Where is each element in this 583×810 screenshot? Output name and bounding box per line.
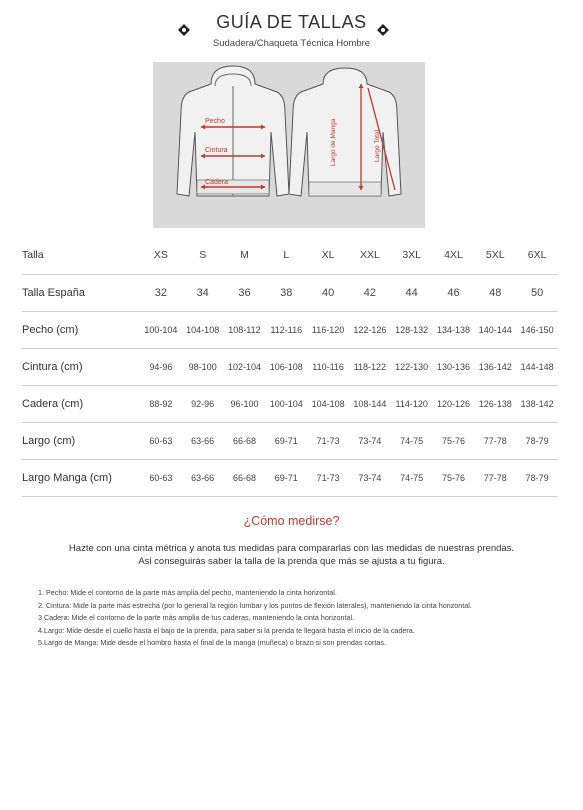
table-cell: 100-104 xyxy=(265,386,307,423)
table-row xyxy=(22,312,558,349)
table-cell: 46 xyxy=(433,275,475,312)
table-cell: 114-120 xyxy=(391,386,433,423)
table-cell: 44 xyxy=(391,275,433,312)
table-cell: 128-132 xyxy=(391,312,433,349)
table-cell: 136-142 xyxy=(474,349,516,386)
table-cell: 92-96 xyxy=(182,386,224,423)
table-cell: 60-63 xyxy=(140,460,182,497)
table-cell: 102-104 xyxy=(224,349,266,386)
howto-title: ¿Cómo medirse? xyxy=(243,514,340,528)
table-cell: 34 xyxy=(182,275,224,312)
size-header-cell: L xyxy=(265,236,307,275)
table-cell: 100-104 xyxy=(140,312,182,349)
table-cell: 106-108 xyxy=(265,349,307,386)
table-cell: 96-100 xyxy=(224,386,266,423)
table-cell: 32 xyxy=(140,275,182,312)
note-item: 1. Pecho: Mide el contorno de la parte más amplia del pecho, manteniendo la cinta horizontal. xyxy=(38,588,337,597)
table-row xyxy=(22,386,558,423)
table-cell: 94-96 xyxy=(140,349,182,386)
table-cell: 60-63 xyxy=(140,423,182,460)
table-cell: 78-79 xyxy=(516,423,558,460)
table-row xyxy=(22,275,558,312)
jacket-back-icon xyxy=(289,68,401,196)
table-cell: 78-79 xyxy=(516,460,558,497)
size-header-cell: XL xyxy=(307,236,349,275)
jacket-illustration xyxy=(153,62,425,228)
label-largo-manga: Largo de Manga xyxy=(330,118,337,166)
table-cell: 130-136 xyxy=(433,349,475,386)
table-row xyxy=(22,349,558,386)
size-header-cell: 4XL xyxy=(433,236,475,275)
table-row xyxy=(22,423,558,460)
row-label: Cadera (cm) xyxy=(22,386,140,423)
note-item: 3.Cadera: Mide el contorno de la parte más amplia de tus caderas, manteniendo la cinta horizontal. xyxy=(38,613,355,622)
table-cell: 138-142 xyxy=(516,386,558,423)
size-header-cell: S xyxy=(182,236,224,275)
table-cell: 63-66 xyxy=(182,460,224,497)
table-cell: 66-68 xyxy=(224,460,266,497)
table-cell: 108-144 xyxy=(349,386,391,423)
size-header-cell: XXL xyxy=(349,236,391,275)
table-cell: 120-126 xyxy=(433,386,475,423)
table-cell: 74-75 xyxy=(391,423,433,460)
size-header-cell: 6XL xyxy=(516,236,558,275)
table-cell: 108-112 xyxy=(224,312,266,349)
page-title: GUÍA DE TALLAS xyxy=(216,12,367,32)
table-cell: 71-73 xyxy=(307,460,349,497)
table-cell: 42 xyxy=(349,275,391,312)
table-header-row xyxy=(22,236,558,275)
row-label: Largo Manga (cm) xyxy=(22,460,140,497)
table-cell: 116-120 xyxy=(307,312,349,349)
table-cell: 75-76 xyxy=(433,460,475,497)
note-item: 5.Largo de Manga: Mide desde el hombro hasta el final de la manga (muñeca) o brazo si son prendas cortas. xyxy=(38,638,386,647)
table-cell: 73-74 xyxy=(349,460,391,497)
table-cell: 118-122 xyxy=(349,349,391,386)
table-cell: 144-148 xyxy=(516,349,558,386)
size-table xyxy=(22,236,558,497)
intro-line-2: Asi conseguirás saber la talla de la prenda que más se ajusta a tu figura. xyxy=(138,556,445,567)
measure-notes xyxy=(38,587,568,650)
table-cell: 146-150 xyxy=(516,312,558,349)
size-header-cell: 5XL xyxy=(474,236,516,275)
table-cell: 98-100 xyxy=(182,349,224,386)
table-cell: 63-66 xyxy=(182,423,224,460)
table-cell: 122-126 xyxy=(349,312,391,349)
table-cell: 66-68 xyxy=(224,423,266,460)
table-row xyxy=(22,460,558,497)
label-cadera: Cadera xyxy=(205,179,228,186)
table-cell: 38 xyxy=(265,275,307,312)
table-cell: 122-130 xyxy=(391,349,433,386)
table-cell: 140-144 xyxy=(474,312,516,349)
table-cell: 134-138 xyxy=(433,312,475,349)
header xyxy=(0,8,583,49)
table-cell: 69-71 xyxy=(265,423,307,460)
table-cell: 48 xyxy=(474,275,516,312)
page-subtitle: Sudadera/Chaqueta Técnica Hombre xyxy=(212,38,371,49)
row-label: Cintura (cm) xyxy=(22,349,140,386)
row-label: Pecho (cm) xyxy=(22,312,140,349)
table-cell: 88-92 xyxy=(140,386,182,423)
note-item: 2. Cintura: Mide la parte más estrecha (por lo general la región lumbar y los puntos de flexión laterales), manteniendo la cinta horizontal. xyxy=(38,600,472,610)
table-cell: 126-138 xyxy=(474,386,516,423)
row-label: Talla España xyxy=(22,275,140,312)
table-cell: 69-71 xyxy=(265,460,307,497)
table-header-label: Talla xyxy=(22,236,140,275)
intro-line-1: Hazte con una cinta métrica y anota tus medidas para compararlas con las medidas de nuestras prendas. xyxy=(68,543,515,554)
table-cell: 77-78 xyxy=(474,423,516,460)
size-header-cell: 3XL xyxy=(391,236,433,275)
label-pecho: Pecho xyxy=(205,118,225,125)
row-label: Largo (cm) xyxy=(22,423,140,460)
table-cell: 74-75 xyxy=(391,460,433,497)
table-cell: 77-78 xyxy=(474,460,516,497)
table-cell: 73-74 xyxy=(349,423,391,460)
table-cell: 110-116 xyxy=(307,349,349,386)
size-header-cell: XS xyxy=(140,236,182,275)
table-cell: 112-116 xyxy=(265,312,307,349)
howto-intro xyxy=(0,542,583,568)
table-cell: 104-108 xyxy=(182,312,224,349)
table-cell: 75-76 xyxy=(433,423,475,460)
table-cell: 50 xyxy=(516,275,558,312)
table-cell: 40 xyxy=(307,275,349,312)
size-header-cell: M xyxy=(224,236,266,275)
note-item: 4.Largo: Mide desde el cuello hasta el bajo de la prenda, para saber si la prenda te llegará hasta el inicio de la cadera. xyxy=(38,625,415,635)
table-cell: 71-73 xyxy=(307,423,349,460)
jacket-front-icon xyxy=(177,66,289,196)
label-cintura: Cintura xyxy=(205,147,228,154)
table-cell: 104-108 xyxy=(307,386,349,423)
table-cell: 36 xyxy=(224,275,266,312)
label-largo-total: Largo Total xyxy=(374,129,381,162)
